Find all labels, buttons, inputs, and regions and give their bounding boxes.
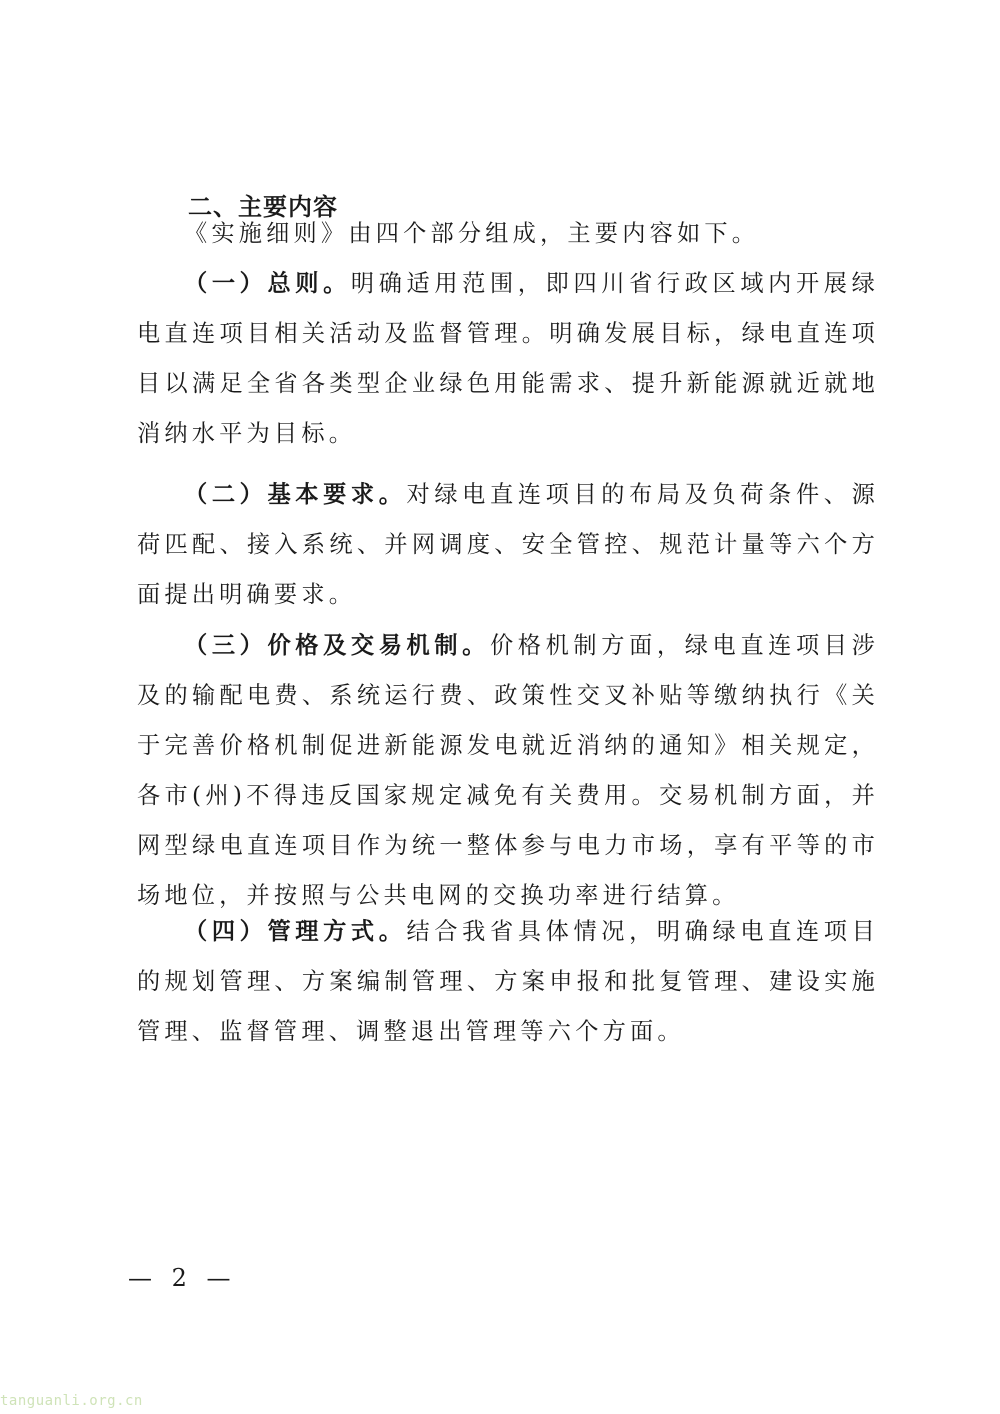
intro-paragraph <box>137 209 879 259</box>
paragraph-price-trading <box>137 621 879 921</box>
paragraph-body: 明确适用范围，即四川省行政区域内开展绿电直连项目相关活动及监督管理。明确发展目标，绿电直连项目以满足全省各类型企业绿色用能需求、提升新能源就近就地消纳水平为目标。 <box>137 270 879 447</box>
page-number: — 2 — <box>128 1264 237 1292</box>
intro-text: 《实施细则》由四个部分组成，主要内容如下。 <box>184 220 760 247</box>
paragraph-body: 对绿电直连项目的布局及负荷条件、源荷匹配、接入系统、并网调度、安全管控、规范计量等六个方面提出明确要求。 <box>137 481 879 608</box>
watermark: tanguanli.org.cn <box>0 1393 143 1409</box>
paragraph-lead: （一）总则。 <box>184 270 351 297</box>
paragraph-lead: （四）管理方式。 <box>184 918 407 945</box>
paragraph-lead: （二）基本要求。 <box>184 481 407 508</box>
paragraph-lead: （三）价格及交易机制。 <box>184 632 490 659</box>
paragraph-general-provisions <box>137 259 879 459</box>
paragraph-body: 结合我省具体情况，明确绿电直连项目的规划管理、方案编制管理、方案申报和批复管理、建设实施管理、监督管理、调整退出管理等六个方面。 <box>137 918 879 1045</box>
section-heading: 二、主要内容 <box>188 193 338 221</box>
paragraph-body: 价格机制方面，绿电直连项目涉及的输配电费、系统运行费、政策性交叉补贴等缴纳执行《关于完善价格机制促进新能源发电就近消纳的通知》相关规定，各市(州)不得违反国家规定减免有关费用。交易机制方面，并网型绿电直连项目作为统一整体参与电力市场，享有平等的市场地位，并按照与公共电网的交换功率进行结算。 <box>137 632 879 909</box>
paragraph-basic-requirements <box>137 470 879 620</box>
paragraph-management <box>137 907 879 1057</box>
